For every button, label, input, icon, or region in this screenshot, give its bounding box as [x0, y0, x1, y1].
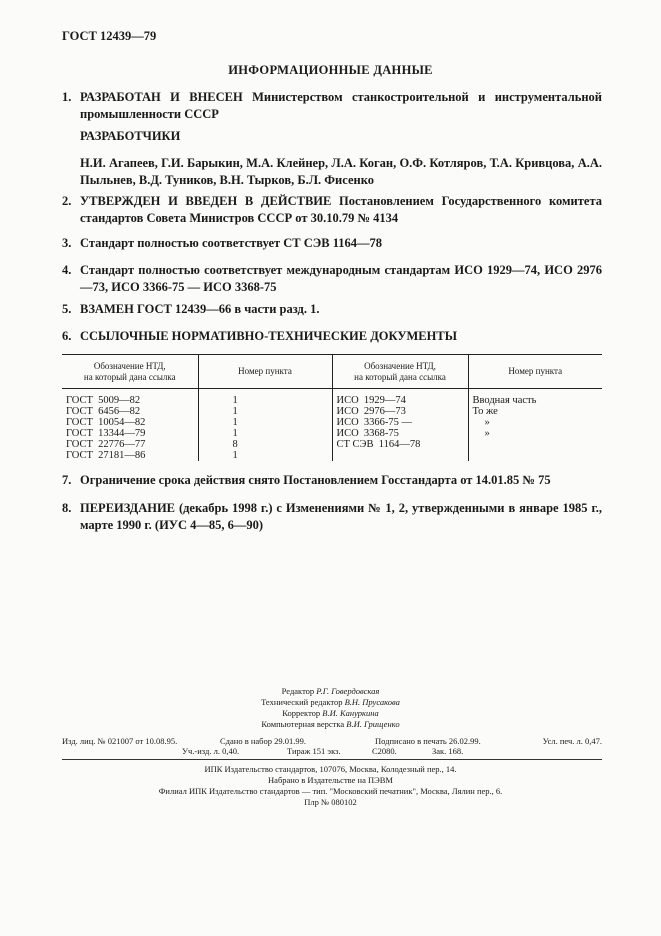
publication-order: Зак. 168. [432, 746, 464, 756]
publication-print-sheets: Усл. печ. л. 0,47. [542, 736, 602, 746]
left-docs-cell [62, 389, 198, 462]
point-ref: 1 [232, 428, 238, 439]
section-item [62, 235, 602, 252]
footer-line: Плр № 080102 [304, 797, 357, 807]
footer-line: Филиал ИПК Издательство стандартов — тип. "Московский печатник", Москва, Лялин пер., 6. [158, 786, 503, 796]
section-item [62, 301, 602, 318]
section-text: ПЕРЕИЗДАНИЕ (декабрь 1998 г.) с Изменениями № 1, 2, утвержденными в январе 1985 г., марте 1990 г. (ИУС 4—85, 6—90) [80, 501, 602, 532]
footer-line: ИПК Издательство стандартов, 107076, Москва, Колодезный пер., 14. [204, 764, 457, 774]
point-ref: 1 [232, 406, 238, 417]
left-points-cell [198, 389, 332, 462]
reference-table [62, 354, 602, 461]
page-title: ИНФОРМАЦИОННЫЕ ДАННЫЕ [228, 63, 433, 77]
section-text: Стандарт полностью соответствует СТ СЭВ 1164—78 [80, 236, 383, 250]
section-item [62, 193, 602, 227]
section-text: ССЫЛОЧНЫЕ НОРМАТИВНО-ТЕХНИЧЕСКИЕ ДОКУМЕНТЫ [80, 329, 457, 343]
point-ref: 1 [232, 450, 238, 461]
right-docs-cell [332, 389, 468, 462]
doc-ref: ГОСТ 5009—82 [66, 395, 141, 406]
point-ref: Вводная часть [472, 395, 537, 406]
section-item [62, 500, 602, 534]
section-number: 3. [62, 236, 72, 250]
credit-name: В.И. Кануркина [322, 708, 379, 718]
section-number: 7. [62, 473, 72, 487]
header-doc-right: Обозначение НТД, на который дана ссылка [332, 355, 468, 389]
point-ref: 1 [232, 417, 238, 428]
point-ref: » [484, 417, 490, 428]
point-ref: 8 [232, 439, 238, 450]
footer-block [0, 764, 661, 808]
developers-names: Н.И. Агапеев, Г.И. Барыкин, М.А. Клейнер, Л.А. Коган, О.Ф. Котляров, Т.А. Кривцова, А.А. Пыльнев, В.Д. Туников, В.Н. Тырков, Б.Л. Фисенко [80, 156, 602, 187]
section-text: Ограничение срока действия снято Постановлением Госстандарта от 14.01.85 № 75 [80, 473, 551, 487]
section-item [62, 89, 602, 123]
section-number: 2. [62, 194, 72, 208]
credit-role: Редактор [281, 686, 315, 696]
section-text: УТВЕРЖДЕН И ВВЕДЕН В ДЕЙСТВИЕ Постановлением Государственного комитета стандартов Совета Министров СССР от 30.10.79 № 4134 [80, 194, 602, 225]
credits-block [0, 686, 661, 730]
section-number: 5. [62, 302, 72, 316]
credit-role: Технический редактор [261, 697, 343, 707]
section-item [62, 328, 602, 345]
doc-ref: ГОСТ 22776—77 [66, 439, 146, 450]
credit-line [0, 686, 661, 697]
doc-ref: ГОСТ 27181—86 [66, 450, 146, 461]
section-item [62, 262, 602, 296]
footer-line: Набрано в Издательстве на ПЭВМ [268, 775, 393, 785]
document-id: ГОСТ 12439—79 [62, 29, 157, 43]
publication-typeset-date: Сдано в набор 29.01.99. [220, 736, 306, 746]
doc-ref: СТ СЭВ 1164—78 [336, 439, 421, 450]
doc-ref: ИСО 3366-75 — [336, 417, 413, 428]
doc-ref: ИСО 1929—74 [336, 395, 406, 406]
doc-ref: ГОСТ 6456—82 [66, 406, 141, 417]
header-point-left: Номер пункта [198, 355, 332, 389]
section-number: 4. [62, 263, 72, 277]
credit-role: Компьютерная верстка [261, 719, 345, 729]
credit-name: Р.Г. Говердовская [316, 686, 380, 696]
right-points-cell [468, 389, 602, 462]
credit-line [0, 708, 661, 719]
point-ref: То же [472, 406, 498, 417]
publication-circulation: Тираж 151 экз. [287, 746, 341, 756]
doc-ref: ГОСТ 10054—82 [66, 417, 146, 428]
doc-ref: ИСО 2976—73 [336, 406, 406, 417]
section-number: 1. [62, 90, 72, 104]
section-number: 8. [62, 501, 72, 515]
section-text: РАЗРАБОТАН И ВНЕСЕН Министерством станкостроительной и инструментальной промышленности СССР [80, 90, 602, 121]
point-ref: » [484, 428, 490, 439]
publication-edition-sheets: Уч.-изд. л. 0,40. [182, 746, 240, 756]
divider-top [62, 759, 602, 760]
section-item [62, 472, 602, 489]
developers-title: РАЗРАБОТЧИКИ [80, 129, 181, 143]
credit-role: Корректор [282, 708, 321, 718]
section-number: 6. [62, 329, 72, 343]
header-point-right: Номер пункта [468, 355, 602, 389]
credit-name: В.Н. Прусакова [344, 697, 400, 707]
doc-ref: ГОСТ 13344—79 [66, 428, 146, 439]
credit-name: В.И. Грищенко [346, 719, 400, 729]
point-ref: 1 [232, 395, 238, 406]
doc-ref: ИСО 3368-75 [336, 428, 399, 439]
section-text: ВЗАМЕН ГОСТ 12439—66 в части разд. 1. [80, 302, 320, 316]
publication-license: Изд. лиц. № 021007 от 10.08.95. [62, 736, 178, 746]
header-doc-left: Обозначение НТД, на который дана ссылка [62, 355, 198, 389]
publication-print-date: Подписано в печать 26.02.99. [375, 736, 481, 746]
credit-line [0, 719, 661, 730]
credit-line [0, 697, 661, 708]
publication-code: С2080. [372, 746, 397, 756]
section-text: Стандарт полностью соответствует международным стандартам ИСО 1929—74, ИСО 2976—73, ИСО 3366-75 — ИСО 3368-75 [80, 263, 602, 294]
